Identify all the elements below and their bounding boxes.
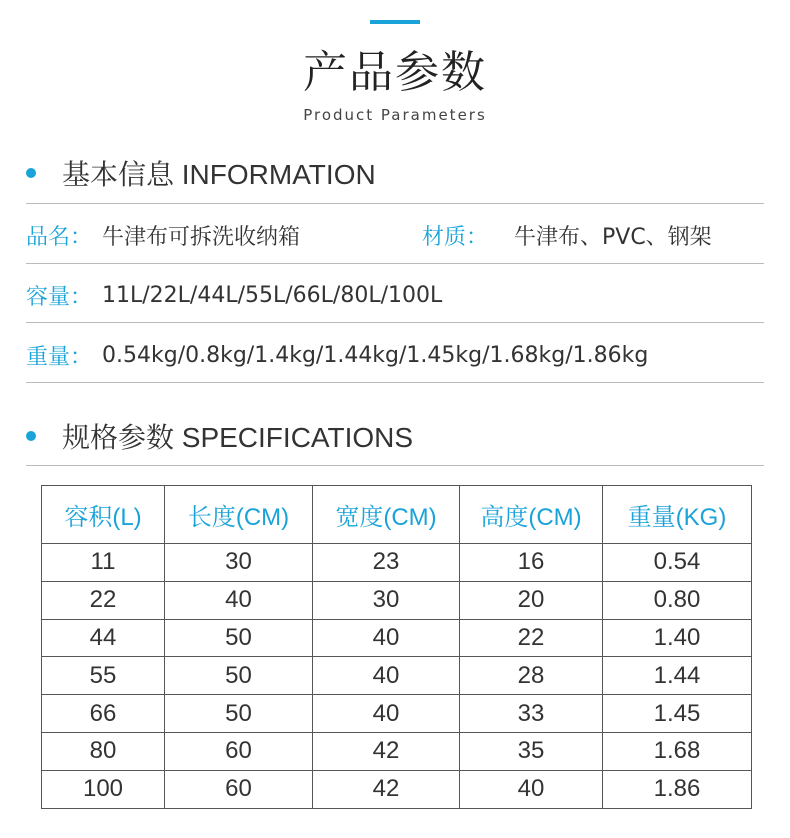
table-cell: 40 bbox=[165, 581, 313, 619]
table-cell: 60 bbox=[165, 770, 313, 808]
info-row-capacity bbox=[26, 275, 442, 315]
table-cell: 1.68 bbox=[603, 732, 752, 770]
table-cell: 50 bbox=[165, 619, 313, 657]
table-cell: 28 bbox=[460, 657, 603, 695]
table-cell: 33 bbox=[460, 695, 603, 733]
divider bbox=[26, 382, 764, 383]
divider bbox=[26, 322, 764, 323]
table-cell: 16 bbox=[460, 544, 603, 582]
table-cell: 20 bbox=[460, 581, 603, 619]
bullet-icon bbox=[26, 168, 36, 178]
table-cell: 40 bbox=[313, 657, 460, 695]
table-cell: 35 bbox=[460, 732, 603, 770]
column-header: 长度(CM) bbox=[165, 486, 313, 544]
table-row bbox=[42, 770, 752, 808]
info-section-heading bbox=[26, 153, 376, 193]
table-cell: 42 bbox=[313, 770, 460, 808]
table-cell: 1.45 bbox=[603, 695, 752, 733]
table-cell: 22 bbox=[42, 581, 165, 619]
table-row bbox=[42, 732, 752, 770]
table-row bbox=[42, 581, 752, 619]
info-row-weight bbox=[26, 335, 648, 375]
table-cell: 22 bbox=[460, 619, 603, 657]
spec-heading-text: 规格参数 SPECIFICATIONS bbox=[62, 422, 414, 453]
weight-label: 重量： bbox=[26, 344, 93, 370]
table-cell: 0.54 bbox=[603, 544, 752, 582]
table-row bbox=[42, 657, 752, 695]
table-cell: 80 bbox=[42, 732, 165, 770]
table-cell: 0.80 bbox=[603, 581, 752, 619]
table-row bbox=[42, 544, 752, 582]
divider bbox=[26, 465, 764, 466]
table-cell: 50 bbox=[165, 657, 313, 695]
table-cell: 44 bbox=[42, 619, 165, 657]
page-title: 产品参数 bbox=[303, 47, 487, 98]
table-cell: 50 bbox=[165, 695, 313, 733]
title-accent-bar bbox=[370, 20, 420, 24]
divider bbox=[26, 263, 764, 264]
table-cell: 30 bbox=[165, 544, 313, 582]
info-row-name-material bbox=[26, 215, 764, 255]
table-cell: 23 bbox=[313, 544, 460, 582]
page-subtitle: Product Parameters bbox=[303, 106, 487, 124]
column-header: 重量(KG) bbox=[603, 486, 752, 544]
spec-table bbox=[41, 485, 752, 809]
column-header: 容积(L) bbox=[42, 486, 165, 544]
column-header: 宽度(CM) bbox=[313, 486, 460, 544]
table-cell: 66 bbox=[42, 695, 165, 733]
table-cell: 55 bbox=[42, 657, 165, 695]
column-header: 高度(CM) bbox=[460, 486, 603, 544]
material-value: 牛津布、PVC、钢架 bbox=[514, 224, 712, 250]
table-row bbox=[42, 619, 752, 657]
table-cell: 1.86 bbox=[603, 770, 752, 808]
info-heading-text: 基本信息 INFORMATION bbox=[62, 159, 376, 190]
capacity-value: 11L/22L/44L/55L/66L/80L/100L bbox=[102, 282, 443, 308]
spec-section-heading bbox=[26, 416, 413, 456]
table-cell: 11 bbox=[42, 544, 165, 582]
bullet-icon bbox=[26, 431, 36, 441]
divider bbox=[26, 203, 764, 204]
name-value: 牛津布可拆洗收纳箱 bbox=[102, 224, 301, 250]
table-cell: 40 bbox=[313, 695, 460, 733]
name-label: 品名： bbox=[26, 224, 93, 250]
material-label: 材质： bbox=[422, 224, 489, 250]
table-cell: 1.44 bbox=[603, 657, 752, 695]
capacity-label: 容量： bbox=[26, 284, 93, 310]
table-cell: 30 bbox=[313, 581, 460, 619]
table-cell: 100 bbox=[42, 770, 165, 808]
table-cell: 40 bbox=[460, 770, 603, 808]
table-cell: 40 bbox=[313, 619, 460, 657]
table-cell: 42 bbox=[313, 732, 460, 770]
table-header-row bbox=[42, 486, 752, 544]
table-row bbox=[42, 695, 752, 733]
weight-value: 0.54kg/0.8kg/1.4kg/1.44kg/1.45kg/1.68kg/1.86kg bbox=[102, 342, 649, 368]
table-cell: 60 bbox=[165, 732, 313, 770]
table-cell: 1.40 bbox=[603, 619, 752, 657]
